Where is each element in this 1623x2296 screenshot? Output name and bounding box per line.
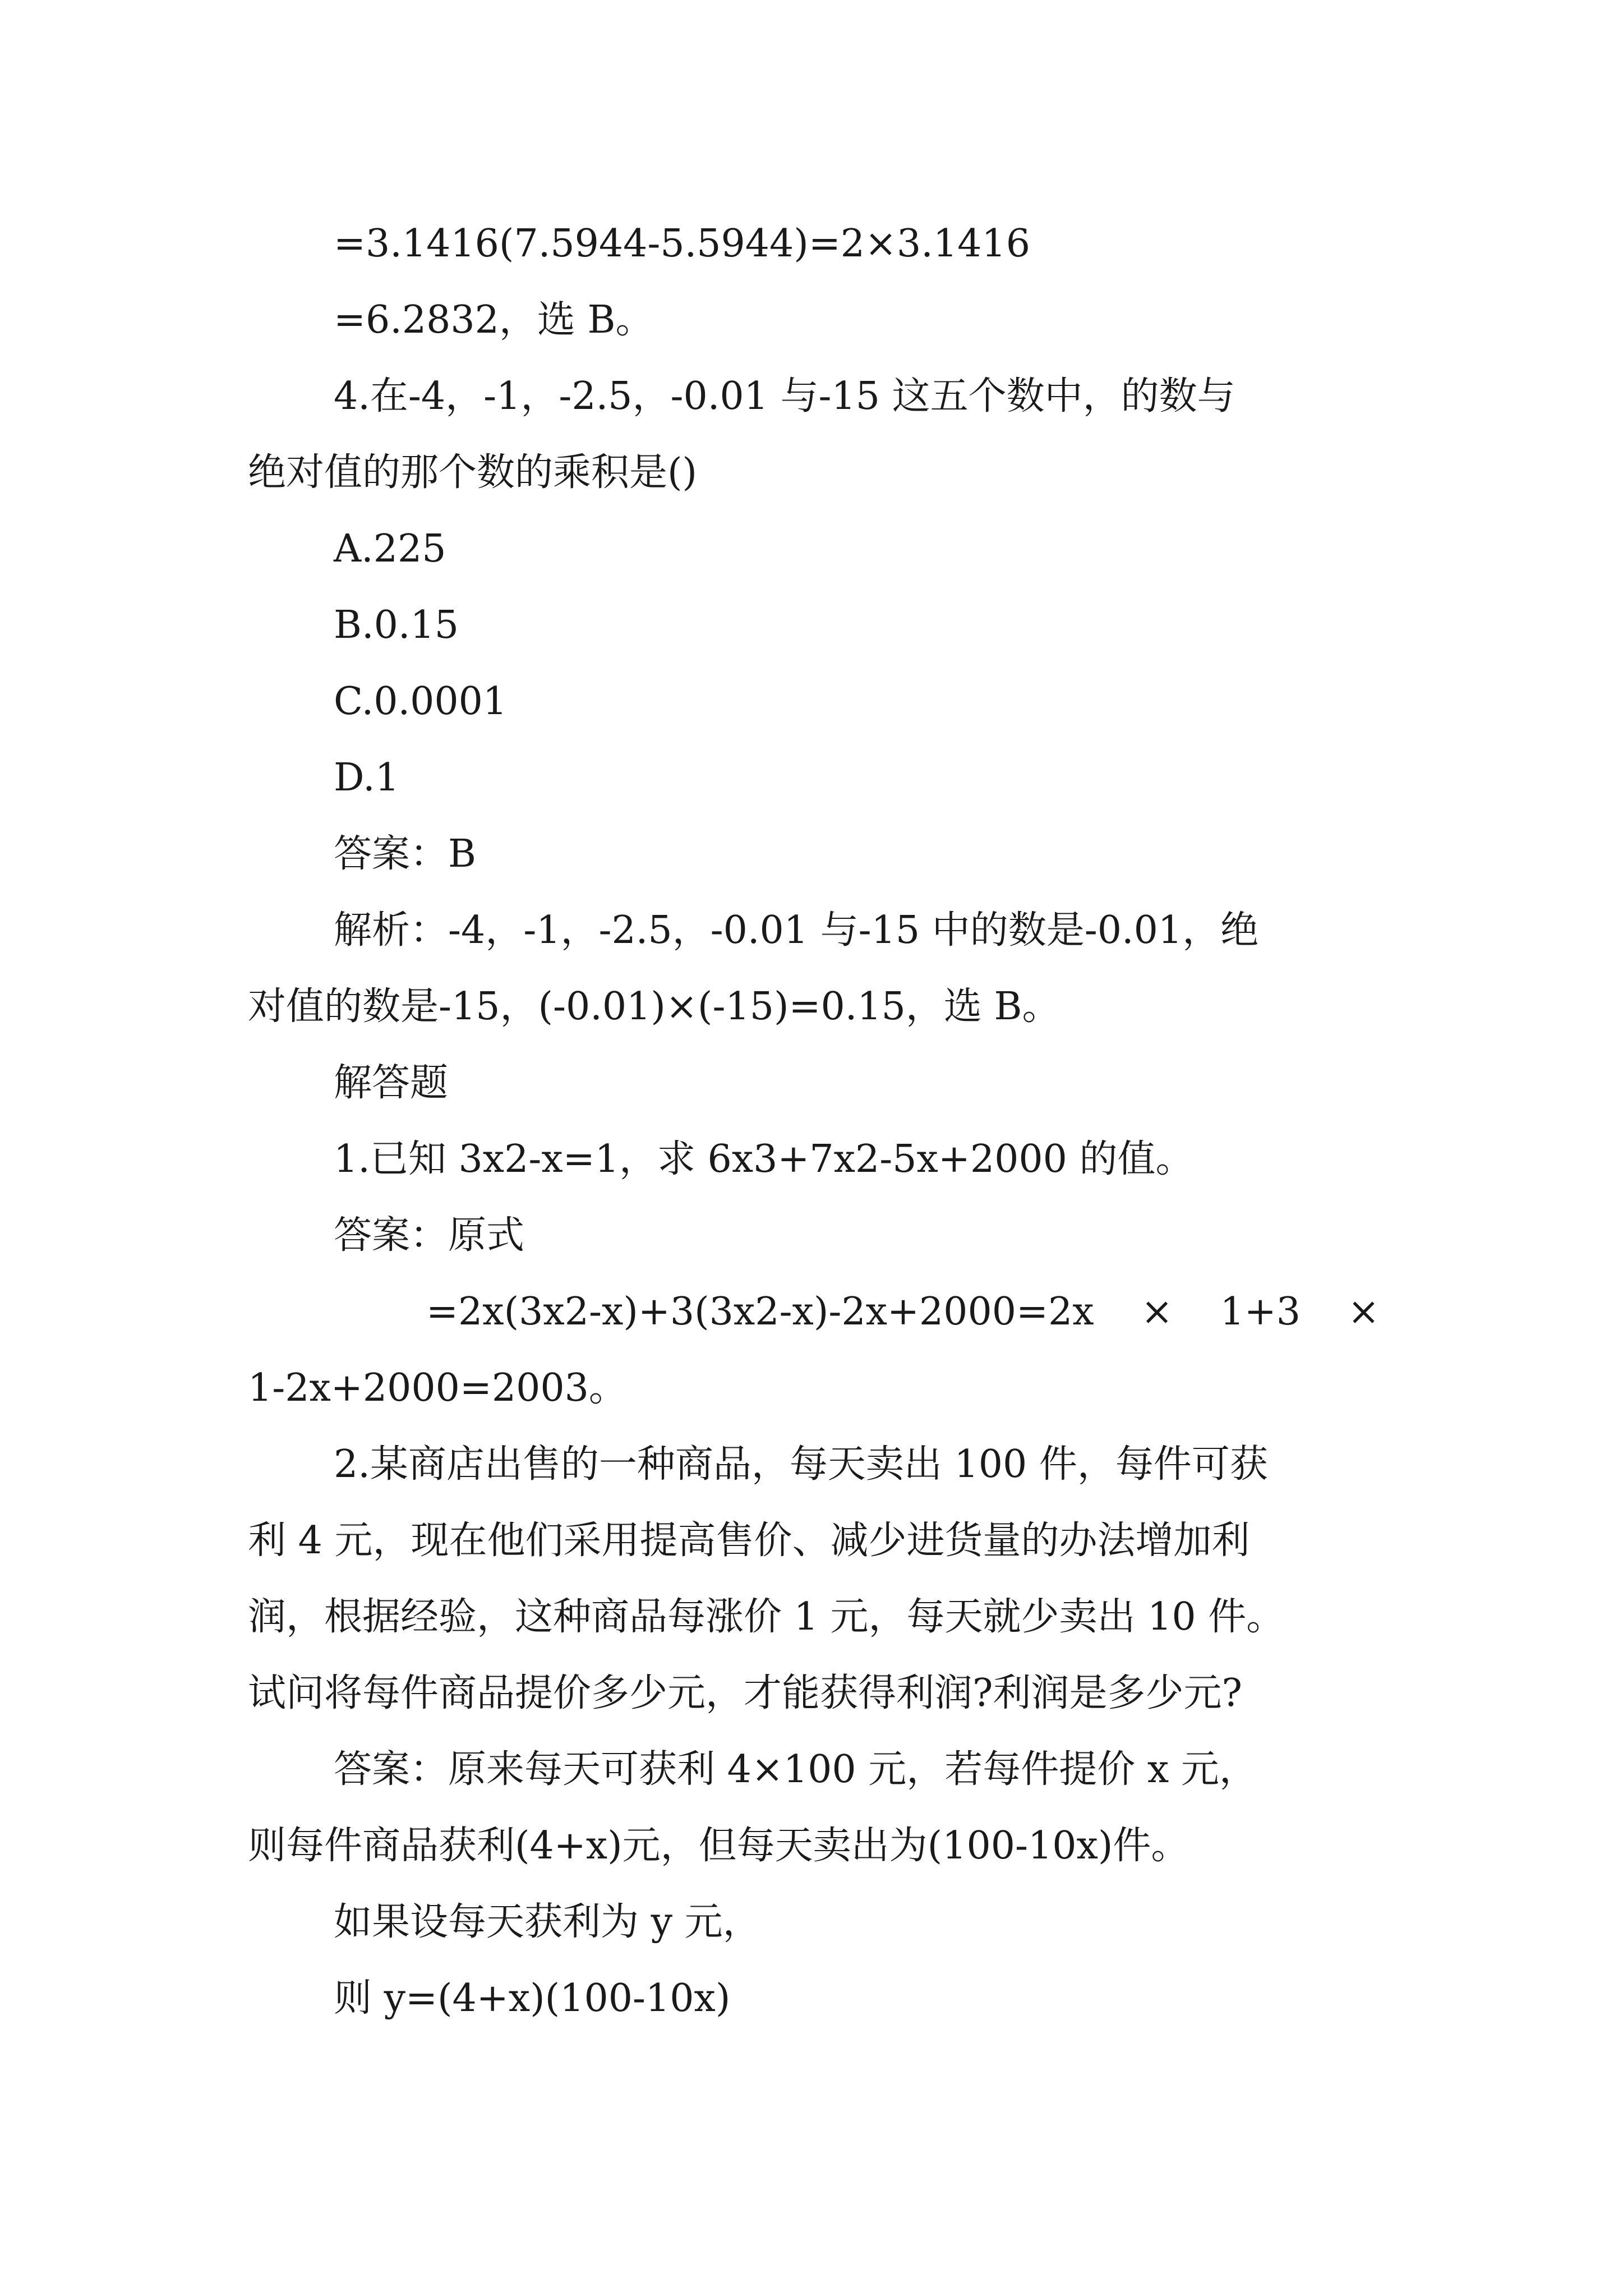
times-symbol-2: × bbox=[1347, 1290, 1380, 1334]
option-a: A.225 bbox=[334, 527, 446, 571]
answer-start-line: 答案：原式 bbox=[334, 1213, 525, 1258]
problem-2-line-1: 2.某商店出售的一种商品，每天卖出 100 件，每件可获 bbox=[334, 1442, 1268, 1487]
problem-1-line: 1.已知 3x2-x=1，求 6x3+7x2-5x+2000 的值。 bbox=[334, 1137, 1194, 1181]
section-heading: 解答题 bbox=[334, 1061, 449, 1105]
times-symbol-1: × bbox=[1141, 1290, 1173, 1334]
option-d: D.1 bbox=[334, 756, 399, 800]
option-b: B.0.15 bbox=[334, 603, 459, 647]
question-4-line-1: 4.在-4，-1，-2.5，-0.01 与-15 这五个数中，的数与 bbox=[334, 374, 1235, 418]
answer-line: 答案：B bbox=[334, 832, 476, 876]
answer-2-line-1: 答案：原来每天可获利 4×100 元，若每件提价 x 元， bbox=[334, 1747, 1257, 1792]
question-4-line-2: 绝对值的那个数的乘积是() bbox=[248, 450, 698, 495]
problem-2-line-2: 利 4 元，现在他们采用提高售价、减少进货量的办法增加利 bbox=[248, 1519, 1250, 1563]
text-line: =6.2832，选 B。 bbox=[334, 298, 654, 342]
text-line: =3.1416(7.5944-5.5944)=2×3.1416 bbox=[334, 222, 1030, 266]
problem-2-line-3: 润，根据经验，这种商品每涨价 1 元，每天就少卖出 10 件。 bbox=[248, 1595, 1285, 1639]
problem-2-line-4: 试问将每件商品提价多少元，才能获得利润?利润是多少元? bbox=[248, 1671, 1242, 1715]
equation-part-2: 1+3 bbox=[1220, 1290, 1301, 1334]
answer-2-line-2: 则每件商品获利(4+x)元，但每天卖出为(100-10x)件。 bbox=[248, 1824, 1189, 1868]
answer-2-line-3: 如果设每天获利为 y 元， bbox=[334, 1900, 761, 1944]
equation-part-1: =2x(3x2-x)+3(3x2-x)-2x+2000=2x bbox=[426, 1290, 1094, 1334]
equation-result-line: 1-2x+2000=2003。 bbox=[248, 1366, 627, 1410]
answer-2-line-4: 则 y=(4+x)(100-10x) bbox=[334, 1976, 731, 2021]
equation-line bbox=[426, 1287, 1380, 1337]
analysis-line-1: 解析：-4，-1，-2.5，-0.01 与-15 中的数是-0.01，绝 bbox=[334, 908, 1259, 953]
option-c: C.0.0001 bbox=[334, 679, 508, 724]
analysis-line-2: 对值的数是-15，(-0.01)×(-15)=0.15，选 B。 bbox=[248, 984, 1061, 1029]
